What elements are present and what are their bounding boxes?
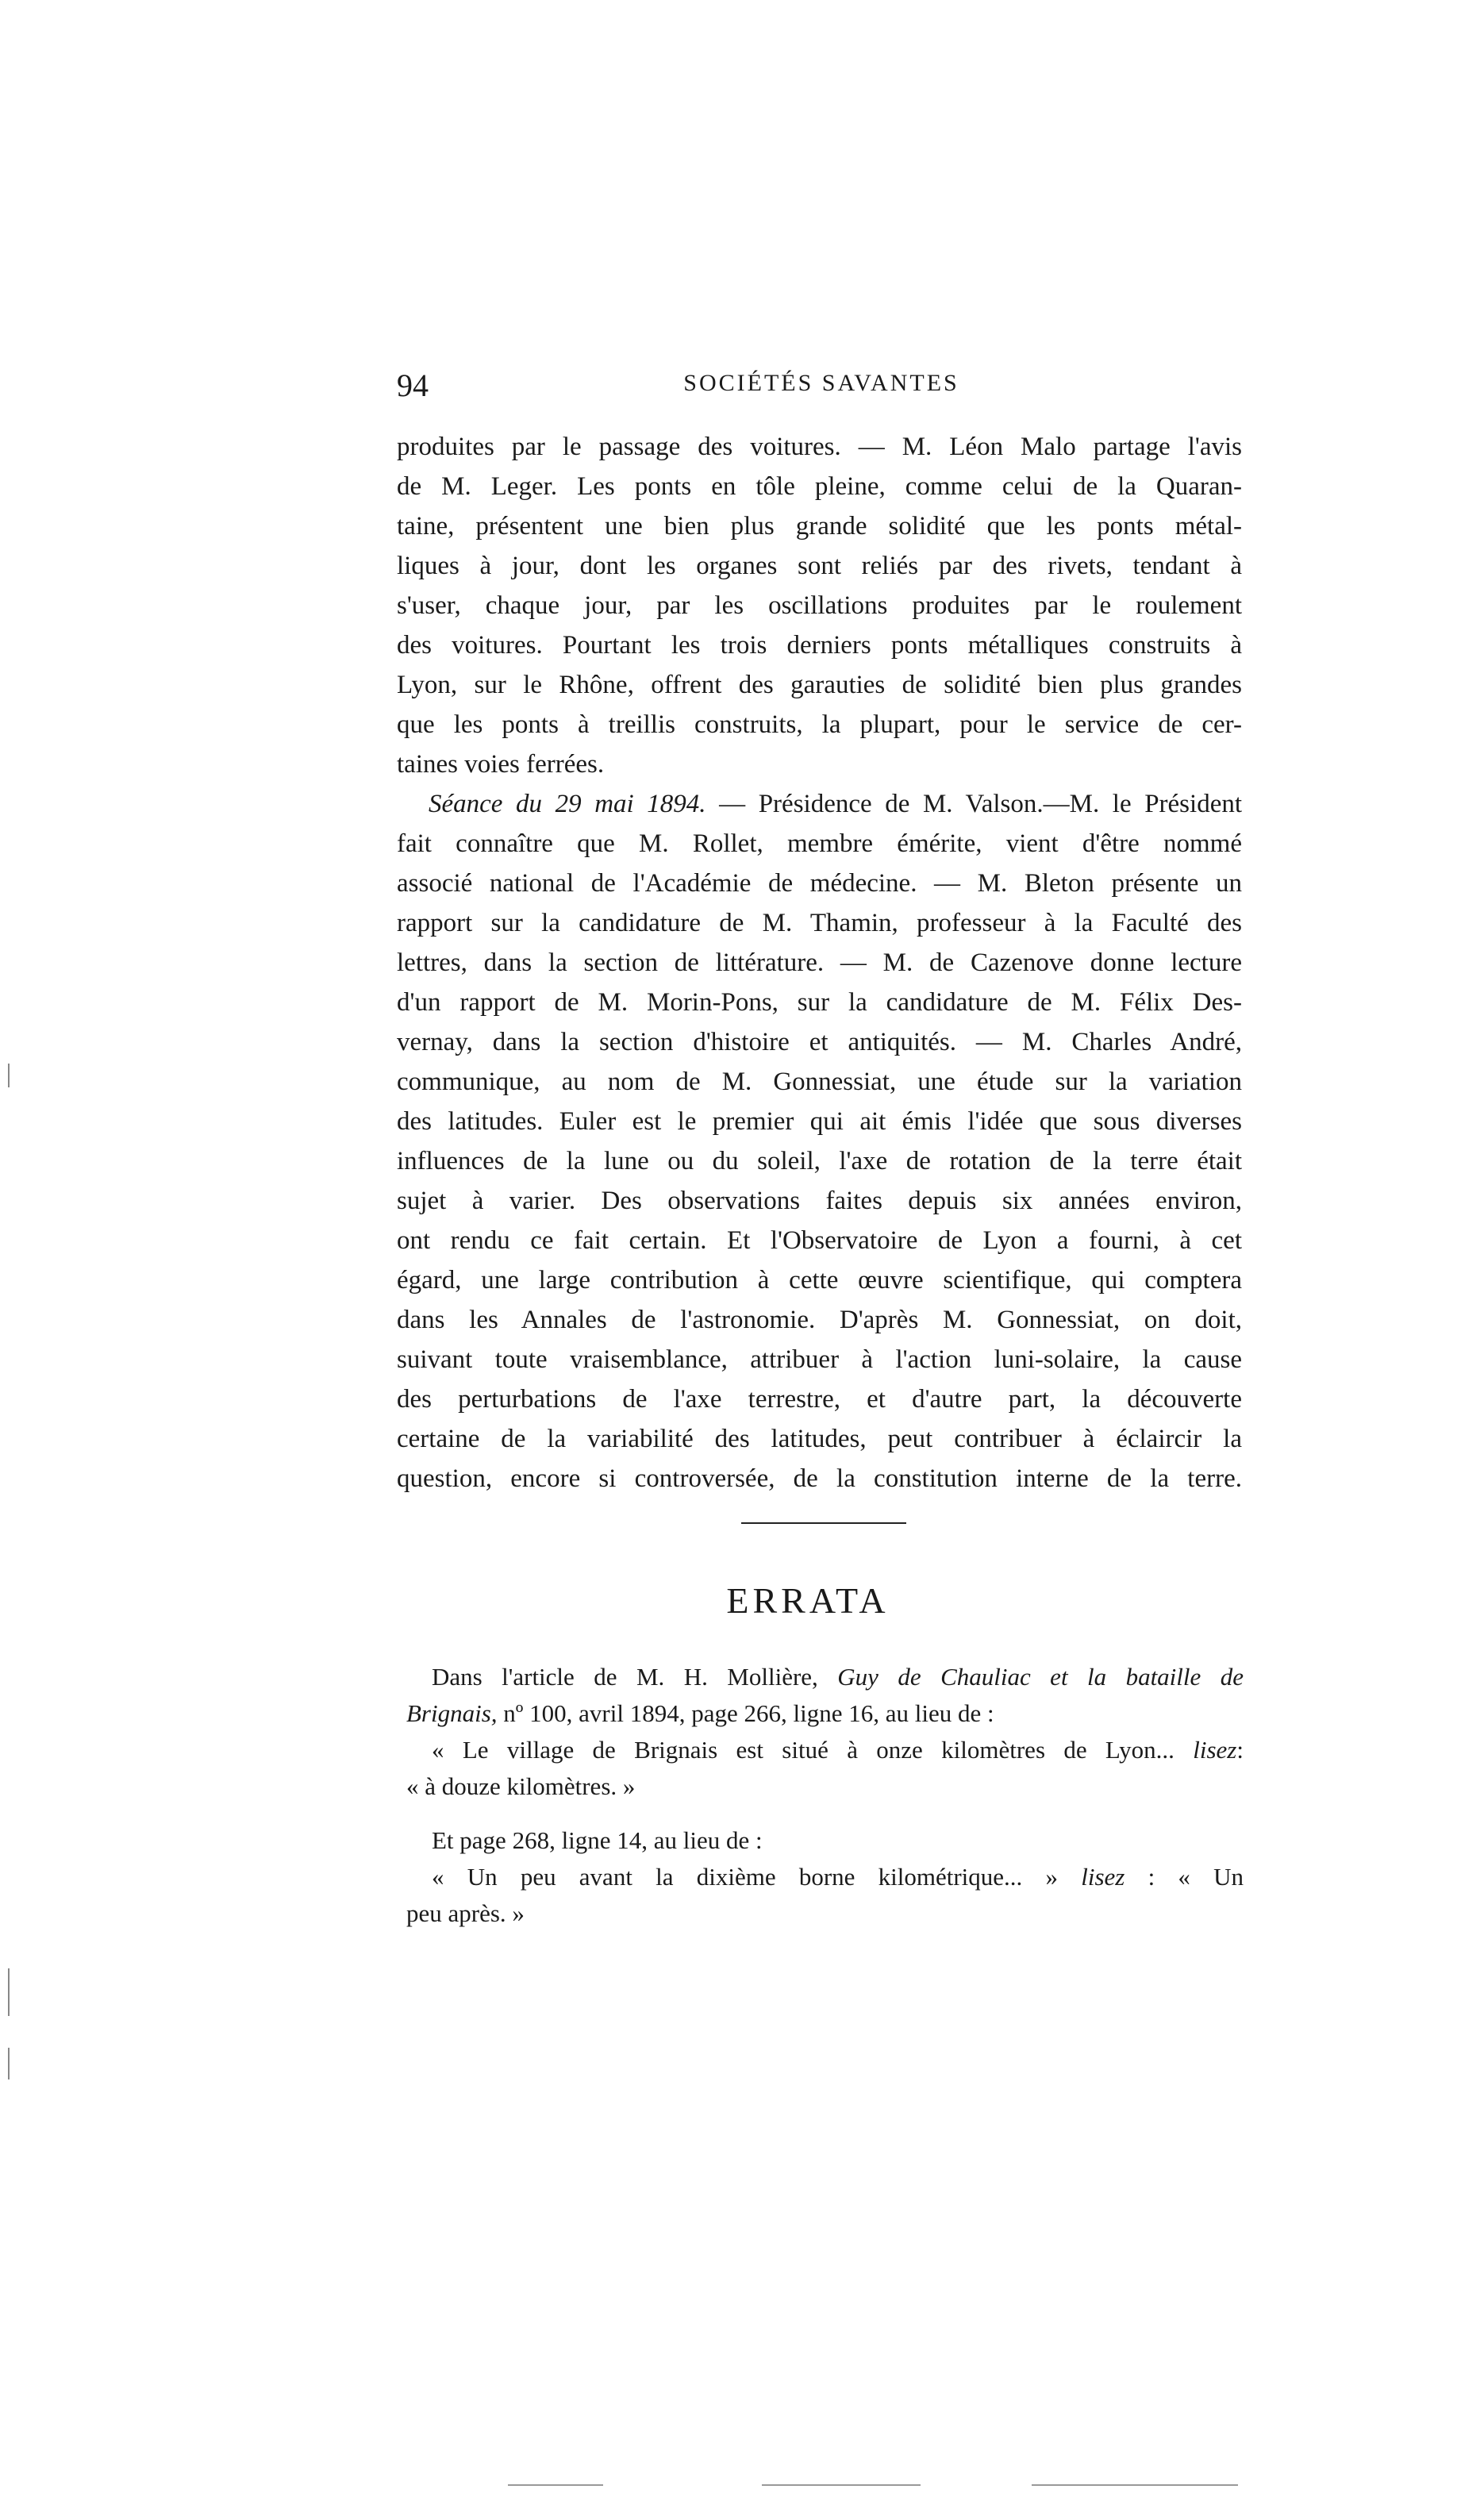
- text-line: certaine de la variabilité des latitudes, peut contribuer à éclaircir la: [397, 1425, 1242, 1453]
- text-line: d'un rapport de M. Morin-Pons, sur la candidature de M. Félix Des-: [397, 988, 1242, 1017]
- errata-text: Dans l'article de M. H. Mollière,: [432, 1663, 838, 1691]
- errata-block: [406, 1659, 1244, 1932]
- errata-line: peu après. »: [406, 1899, 525, 1927]
- text-line: sujet à varier. Des observations faites depuis six années environ,: [397, 1187, 1242, 1215]
- lisez-word: lisez: [1193, 1736, 1237, 1764]
- text-line: des latitudes. Euler est le premier qui ait émis l'idée que sous diverses: [397, 1107, 1242, 1136]
- errata-text: : « Un: [1125, 1863, 1244, 1891]
- errata-line: [406, 1659, 1244, 1695]
- errata-line: « à douze kilomètres. »: [406, 1772, 636, 1800]
- session-lead: — Présidence de M. Valson.—M. le Président: [719, 790, 1243, 818]
- running-title: SOCIÉTÉS SAVANTES: [683, 370, 959, 396]
- text-line: des voitures. Pourtant les trois derniers ponts métalliques construits à: [397, 631, 1242, 660]
- text-line: lettres, dans la section de littérature. — M. de Cazenove donne lecture: [397, 948, 1242, 977]
- text-line: taines voies ferrées.: [397, 750, 605, 779]
- article-title: Guy de Chauliac et la bataille de: [837, 1663, 1244, 1691]
- scan-margin-mark: [8, 1968, 10, 2016]
- text-line: s'user, chaque jour, par les oscillations produites par le roulement: [397, 591, 1242, 620]
- lisez-word: lisez: [1081, 1863, 1125, 1891]
- text-line: de M. Leger. Les ponts en tôle pleine, comme celui de la Quaran-: [397, 472, 1242, 501]
- text-line: dans les Annales de l'astronomie. D'après M. Gonnessiat, on doit,: [397, 1306, 1242, 1334]
- scan-margin-mark: [8, 2048, 10, 2079]
- text-line: liques à jour, dont les organes sont reliés par des rivets, tendant à: [397, 552, 1242, 580]
- errata-text: :: [1236, 1736, 1244, 1764]
- errata-text: « Le village de Brignais est situé à onze kilomètres de Lyon...: [432, 1736, 1194, 1764]
- errata-title: ERRATA: [726, 1580, 890, 1621]
- text-line: des perturbations de l'axe terrestre, et d'autre part, la découverte: [397, 1385, 1242, 1414]
- section-divider: [741, 1522, 906, 1524]
- page-number: 94: [397, 367, 429, 403]
- errata-line: [406, 1695, 1244, 1732]
- errata-line: [406, 1732, 1244, 1768]
- text-line: que les ponts à treillis construits, la plupart, pour le service de cer-: [397, 710, 1242, 739]
- errata-text: nº 100, avril 1894, page 266, ligne 16, au lieu de :: [497, 1699, 994, 1727]
- session-date: Séance du 29 mai 1894.: [429, 790, 706, 818]
- scan-edge-mark: [508, 2484, 603, 2486]
- session-heading-line: [397, 784, 1242, 824]
- scan-edge-mark: [1032, 2484, 1238, 2486]
- page-header: [397, 367, 1246, 414]
- text-line: question, encore si controversée, de la constitution interne de la terre.: [397, 1464, 1242, 1493]
- errata-line: [406, 1859, 1244, 1895]
- text-line: rapport sur la candidature de M. Thamin, professeur à la Faculté des: [397, 909, 1242, 937]
- text-line: égard, une large contribution à cette œuvre scientifique, qui comptera: [397, 1266, 1242, 1295]
- text-line: communique, au nom de M. Gonnessiat, une étude sur la variation: [397, 1068, 1242, 1096]
- text-line: Lyon, sur le Rhône, offrent des garauties de solidité bien plus grandes: [397, 671, 1242, 699]
- errata-text: « Un peu avant la dixième borne kilométrique... »: [432, 1863, 1082, 1891]
- text-line: fait connaître que M. Rollet, membre émérite, vient d'être nommé: [397, 829, 1242, 858]
- text-line: suivant toute vraisemblance, attribuer à l'action luni-solaire, la cause: [397, 1345, 1242, 1374]
- body-text: [397, 427, 1242, 1498]
- text-line: vernay, dans la section d'histoire et antiquités. — M. Charles André,: [397, 1028, 1242, 1056]
- text-line: influences de la lune ou du soleil, l'axe de rotation de la terre était: [397, 1147, 1242, 1175]
- text-line: taine, présentent une bien plus grande solidité que les ponts métal-: [397, 512, 1242, 541]
- scan-margin-mark: [8, 1064, 10, 1087]
- text-line: produites par le passage des voitures. — M. Léon Malo partage l'avis: [397, 433, 1242, 461]
- article-title: Brignais,: [406, 1699, 498, 1727]
- scan-edge-mark: [762, 2484, 921, 2486]
- errata-line: Et page 268, ligne 14, au lieu de :: [432, 1826, 763, 1854]
- spacer: [406, 1805, 1244, 1822]
- text-line: associé national de l'Académie de médecine. — M. Bleton présente un: [397, 869, 1242, 898]
- text-line: ont rendu ce fait certain. Et l'Observatoire de Lyon a fourni, à cet: [397, 1226, 1242, 1255]
